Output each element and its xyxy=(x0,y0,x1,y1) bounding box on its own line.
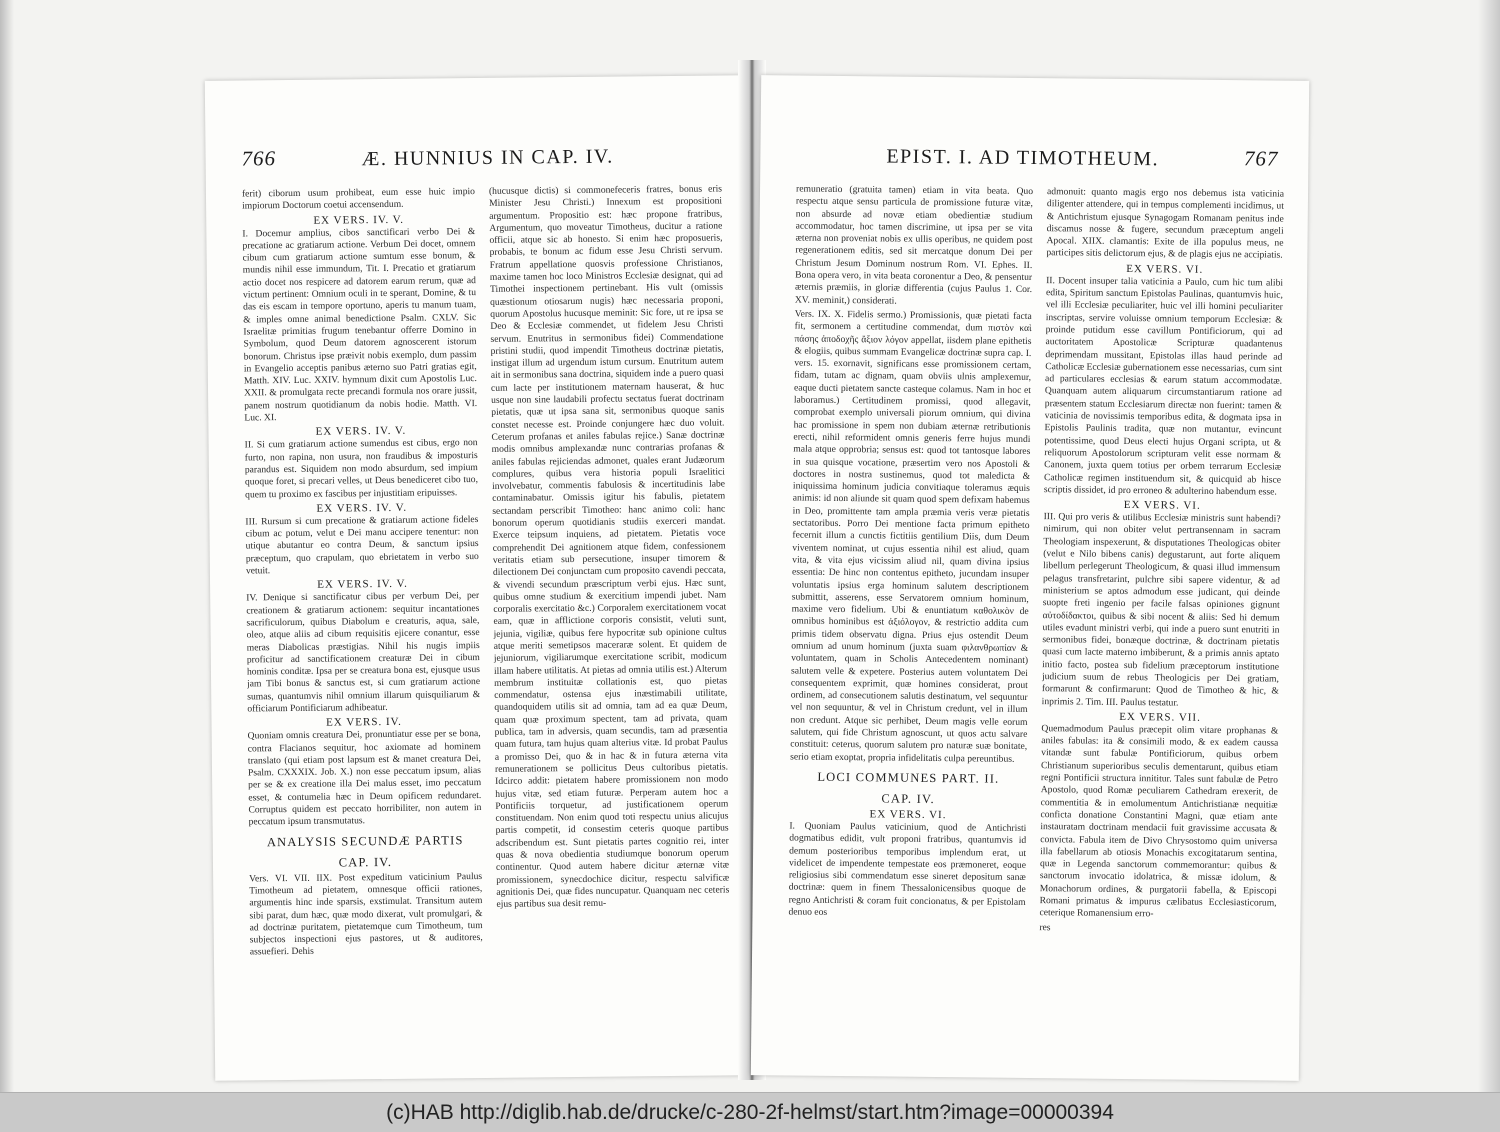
page-number: 766 xyxy=(241,146,277,171)
paragraph: Vers. VI. VII. IIX. Post expeditum vaticinium Paulus Timotheum ad pietatem, omnesque officii rationes, argumentis hinc inde sparsis, exstimulat. Transitum autem sibi parat, dum hæc, quæ modo dixerat, vult promulgari, & ad doctrinæ puritatem, pietatemque cum Timotheum, tum subjectos inspectioni ejus pastores, ut & auditores, assuefieri. Dehis xyxy=(249,870,483,958)
left-column-2 xyxy=(489,183,731,1065)
section-heading: CAP. IV. xyxy=(338,854,393,870)
section-heading: EX VERS. IV. V. xyxy=(316,501,408,515)
section-heading: EX VERS. VII. xyxy=(1119,710,1201,724)
paragraph: I. Docemur amplius, cibos sanctificari verbo Dei & precatione ac gratiarum actione. Verbum Dei docet, omnem cibum cum gratiarum actione sumtum esse bonum, & mundis nihil esse immundum, Tit. I. Precatio et gratiarum actio docet nos respicere ad datorem earum rerum, quæ ad victum pertinent: Omnium oculi in te sperant, Domine, & tu das eis escam in tempore oportuno, aperis tu manum tuam, & imples omne animal benedictione Psalm. CXLV. Sic Israelitæ primitias frugum tenebantur offerre Domino in Symbolum, quod Deum datorem agnoscerent istorum bonorum. Christus ipse præivit nobis exemplo, dum passim in Evangelio acceptis panibus æterno suo Patri gratias egit, Matth. XIV. Luc. XXIV. hymnum dixit cum Apostolis Luc. XXII. & promulgata recte precandi formula nos orare jussit, panem nostrum quotidianum da nobis hodie. Matth. VI. Luc. XI. xyxy=(242,225,478,424)
paragraph: remuneratio (gratuita tamen) etiam in vita beata. Quo respectu atque sensu particula de promissione futuræ vitæ, non absurde ad novæ etiam obedientiæ studium accommodatur, hoc tamen discrimine, ut ipsa per se vita æterna non proveniat nobis ex ullis operibus, ne quidem post regenerationem editis, sed sit mercatque donum Dei per Christum Jesum Dominum nostrum Rom. VI. Ephes. II. Bona opera vero, in vita beata coronentur a Deo, & pensentur æternis præmiis, in gloriæ differentia (cujus Paulus 1. Cor. XV. meminit,) considerati. xyxy=(794,183,1034,307)
right-column-2 xyxy=(1038,186,1284,1068)
section-heading: ANALYSIS SECUNDÆ PARTIS xyxy=(266,832,464,849)
section-heading: LOCI COMMUNES PART. II. xyxy=(817,769,1000,786)
running-title: EPIST. I. AD TIMOTHEUM. xyxy=(886,145,1160,171)
left-page-columns xyxy=(242,183,731,1068)
paragraph: ferit) ciborum usum prohibeat, eum esse huic impio impiorum Doctorum coetui accensendum. xyxy=(241,186,476,212)
paragraph: III. Qui pro veris & utilibus Ecclesiæ ministris sunt habendi? nimirum, qui non obiter velut pertransennam in sacram Theologiam inspexerunt, & disputationes Theologicas obiter (velut e Nilo bibens canis) degustarunt, aut forte aliquem libellum perlegerunt Theologicum, & quasi illud immensum pelagus transfretarint, pulchre sibi sapere videntur, & ad ministerium se aptos admodum esse judicant, qui deinde suopte freti ingenio per facile falsas opiniones gignunt αὐτοδίδακτοι, quibus & sibi nocent & aliis: Sed hi demum utiles evadunt ministri verbi, qui inde a puero sunt enutriti in sermonibus fidei, bonæque doctrinæ, & doctrinam pietatis quasi cum lacte materno imbiberunt, & a primis annis aptato initio facto, postea sub fidelium præceptorum institutione judicium suum de rebus Theologicis per Dei gratiam, formarunt & confirmarunt: Quod de Timotheo & hic, & inprimis 2. Tim. III. Paulus testatur. xyxy=(1041,511,1281,709)
right-page-columns xyxy=(787,184,1284,1069)
left-page xyxy=(205,75,755,1081)
section-heading: EX VERS. IV. V. xyxy=(313,213,405,227)
book-edge-left xyxy=(0,0,14,1092)
left-running-head xyxy=(241,142,715,181)
paragraph: res xyxy=(1039,921,1051,933)
paragraph: Quemadmodum Paulus præcepit olim vitare prophanas & aniles fabulas: ita & consimili modo, & ex eadem caussa vitandæ sunt fabulæ Pontificiorum, quibus orbem Christianum superioribus seculis dementarunt, quibus etiam regni Pontificii structura innititur. Tales sunt fabulæ de Petro Apostolo, quod Romæ peculiarem Cathedram erexerit, de commentitia & in emolumentum Antichristianæ nequitiæ conficta donatione Constantini Magni, quæ etiam ante instauratam doctrinam mendacii fuit gravissime accusata & convicta. Fabula item de Divo Chrysostomo quim universa illa fabellarum ab otiosis Monachis excogitatarum sentina, quæ in Legenda sanctorum commemorantur: quibus & sanctorum invocatio idolatrica, & missæ idolum, & Monachorum ordines, & purgatorii fabella, & Episcopi Romani primatus & impurus cælibatus Ecclesiasticorum, ceterique Romanensium erro- xyxy=(1039,723,1279,920)
page-number: 767 xyxy=(1243,146,1279,171)
section-heading: CAP. IV. xyxy=(881,791,935,806)
section-heading: EX VERS. IV. xyxy=(326,716,402,729)
section-heading: EX VERS. VI. xyxy=(1126,262,1204,276)
section-heading: EX VERS. VI. xyxy=(869,808,947,822)
right-running-head xyxy=(796,142,1278,181)
book-edge-right xyxy=(1478,0,1500,1092)
paragraph: Quoniam omnis creatura Dei, pronuntiatur esse per se bona, contra Flacianos sequitur, hoc axiomate ad hominem translato (qui etiam post lapsum est & manet creatura Dei, Psalm. CXXXIX. Job. X.) non esse peccatum ipsum, alias per se & ex creatione illa Dei malus esset, imo peccatum esset, & contumelia hæc in Deum opificem redundaret. Corruptus quidem est peccato horribiliter, non autem in peccatum ipsum transmutatus. xyxy=(247,728,482,828)
paragraph: II. Docent insuper talia vaticinia a Paulo, cum hic tum alibi edita, Spiritum sanctum Epistolas Paulinas, quantumvis huic, vel illi Ecclesiæ peculiariter, huic vel illi homini peculiariter inscriptas, servire voluisse omnium temporum Ecclesiæ: & proinde putidum esse cavillum Pontificiorum, qui ad auctoritatem Apostolicæ Scripturæ quadantenus deprimendam mussitant, Epistolas illas haud perinde ad Catholicæ Ecclesiæ gubernationem esse necessarias, cum sint ad particulares ecclesias & earum statum accommodatæ. Quanquam autem aliquarum circumstantiarum ratione ad præsentem statum Ecclesiarum directæ non fuerint: tamen & vaticinia de novissimis temporibus edita, & dogmata ipsa in Epistolis Paulinis tradita, quæ non mutantur, evincunt potentissime, quod Deus electi hujus Organi scripta, ut & reliquorum Apostolorum scripturam velit esse normam & Canonem, juxta quem totius per orbem terrarum Ecclesiæ Catholicæ regimen instituendum sit, & quicquid ab hisce scriptis dissidet, id pro erroneo & adulterino habendum esse. xyxy=(1043,274,1284,498)
running-title: Æ. HUNNIUS IN CAP. IV. xyxy=(361,145,614,171)
right-page xyxy=(751,75,1309,1081)
paragraph: I. Quoniam Paulus vaticinium, quod de Antichristi dogmatibus edidit, vult proponi fratribus, quantumvis id demum posterioribus temporibus implendum erat, ut videlicet de impendente tempestate eos præmoneret, eoque religiosius sibi commendatum esse sineret depositum sanæ doctrinæ: quem in finem Thessalonicensibus quoque de regno Antichristi & coram fuit concionatus, & per Epistolam denuo eos xyxy=(788,820,1027,918)
paragraph: II. Si cum gratiarum actione sumendus est cibus, ergo non furto, non rapina, non usura, non fraudibus & imposturis parandus est. Siquidem non modo absurdum, sed impium quoque foret, si precari velles, ut Deus benediceret cibo tuo, quem tu proximo ex fascibus per injustitiam eripuisses. xyxy=(244,437,479,500)
paragraph: (hucusque dictis) si commonefeceris fratres, bonus eris Minister Jesu Christi.) Innexum est propositioni argumentum. Propositio est: hæc propone fratribus, Argumentum, quo moveatur Timotheus, ducitur a ratione officii, atque sic ab honesto. Si enim hæc proposueris, probabis, te bonum ac fidum esse Jesu Christi servum. Fratrum appellatione quosvis professione Christianos, maxime tamen hoc loco Ministros Ecclesiæ designat, qui ad Timothei inspectionem pertinebant. His vult (omissis quæstionum otiosarum nugis) hæc necessaria proponi, quorum Apostolus hucusque meminit: Sic fore, ut re ipsa se Deo & Ecclesiæ commendet, ut fidelem Jesu Christi servum. Enutritus in sermonibus fidei) Commendatione pristini studii, quod impendit Timotheus doctrinæ pietatis, instigat illum ad urgendum istum cursum. Enutritum autem ait in sermonibus sana doctrina, siquidem inde a puero quasi cum lacte per institutionem maternam hauserat, & huc usque non sine laudabili profectu sectatus fuerat doctrinam pietatis, quæ ut ipsa sana sit, sermonibus quoque sanis constet necesse est. Proinde conjungere hæc duo voluit. Ceterum profanas et aniles fabulas rejice.) Sanæ doctrinæ modis omnibus amplexandæ nunc contrarias profanas & aniles fabulas rejiciendas admonet, quales erant Judæorum complures, quibus vera historia populi Israelitici involvebatur, commentis fabulosis & incertitudinis labe contaminabatur. Omissis igitur his fabulis, pietatem sectandam perscribit Timotheo: hanc animo coli: hanc bonorum operum quotidianis studiis exerceri mandat. Exerce teipsum inquiens, ad pietatem. Pietatis voce comprehendit Dei agnitionem atque fidem, confessionem veritatis etiam sub persecutione, insuper timorem & dilectionem Dei conjunctam cum proposito cavendi peccata, & vivendi secundum præscriptum verbi ejus. Hæc sunt, quibus omne studium & exercitium impendi jubet. Nam corporalis exercitatio &c.) Corporalem exercitationem vocat eam, quæ in afflictione corporis consistit, veluti sunt, jejunia, vigiliæ, quibus fere hypocritæ sub opinione cultus atque meriti semetipsos maceraræ solent. Et quidem de jejuniorum, vigiliarumque exercitatione scribit, modicum illam habere utilitatis. At pietas ad omnia utilis est.) Alterum membrum instituitæ collationis est, quo pietas commendatur, ostensa ejus inæstimabili utilitate, quandoquidem utilis sit ad omnia, tam ad ea quæ Deum, quam quæ proximum spectent, tam ad privata, quam publica, tam in adversis, quam secundis, tam ad præsentia quam futura, tam hujus quam alterius vitæ. Id probat Paulus a promisso Dei, quo & in hac & in futura æterna vita remunerationem se pollicitus Deus cultoribus pietatis. Idcirco addit: pietatem habere promissionem non modo hujus vitæ, sed etiam futuræ. Perperam autem hoc a Pontificiis torquetur, ad justificationem operum constituendam. Non enim quod toti respectu unius alicujus partis competit, id consestim ceteris quoque partibus adscribendum est. Sunt pietatis partes cognitio rei, inter quas & nova obedientia studiumque bonorum operum continentur. Quod autem habere dicitur æternæ vitæ promissionem, synecdochice dicitur, respectu salvificæ agnitionis Dei, quæ fides nuncupatur. Quanquam nec ceteris ejus partibus sua desit remu- xyxy=(488,183,730,911)
section-heading: EX VERS. VI. xyxy=(1123,499,1201,512)
paragraph: admonuit: quanto magis ergo nos debemus ista vaticinia diligenter attendere, qui in tempus complementi incidimus, ut & Antichristum ejusque Synagogam Romanam penitus inde discamus nosse & fugere, secundum præceptum angeli Apocal. XIIX. clamantis: Exite de illa populus meus, ne participes sitis delictorum ejus, & de plagis ejus ne accipiatis. xyxy=(1046,186,1285,262)
paragraph: IV. Denique si sanctificatur cibus per verbum Dei, per creationem & gratiarum actionem: sequitur incantationes sacrificulorum, quibus Diabolum e creaturis, aqua, sale, oleo, atque aliis ad cibum requisitis ejicere conantur, esse meras Diabolicas præstigias. Nihil his nugis impiis proficitur ad sanctificationem creaturæ Dei in cibum hominis conditæ. Ipsa per se creatura bona est, ejusque usus jam Tibi bonus & sanctus est, si cum gratiarum actione sumas, quantumvis nihil omnium illarum quisquiliarum & officiarum Pontificiarum adhibeatur. xyxy=(246,590,481,715)
left-column-1 xyxy=(242,186,484,1068)
section-heading: EX VERS. IV. V. xyxy=(317,578,408,592)
source-url-text: (c)HAB http://diglib.hab.de/drucke/c-280-2f-helmst/start.htm?image=00000394 xyxy=(386,1100,1114,1124)
paragraph: Vers. IX. X. Fidelis sermo.) Promissionis, quæ pietati facta fit, sermonem a certitudine commendat, dum πιστὸν καὶ πάσης ἀποδοχῆς ἄξιον λόγον appellat, iisdem plane epithetis & elogiis, quibus summam Evangelicæ doctrinæ supra cap. I. vers. 15. exornavit, significans esse promissionem certam, fidam, tutam ac dignam, quam obviis ulnis amplexemur, eaque ducti pietatem sancte casteque colamus. Nam in hoc et laboramus.) Certitudinem promissi, quod allegavit, comprobat exemplo universali piorum omnium, qui divina hac promissione in spem non dubiam æternæ retributionis erecti, nihil reformident omnis generis ferre hujus mundi mala atque opprobria; sensus est: quod tot tantosque labores in sua quisque vocatione, præsertim vero nos Apostoli & doctores in nostra sustinemus, quod tot maledicta & iniquissima hominum judicia convitiaque toleramus æquis animis: id non aliunde sit quam quod spem defixam habemus in Deo, promittente tam ampla præmia veris veræ pietatis sectatoribus. Porro Dei mentione facta primum epitheto fecernit illum a cunctis fictitiis gentilium Diis, dum Deum viventem nominat, ut cujus essentia nihil est aliud, quam vita, & vita ejus vicissim aliud nil, quam divina ipsius essentia: De hinc non contentus epitheto, jucundam insuper voluntatis ipsius erga hominum salutem descriptionem submittit, asserens, esse Servatorem omnium hominum, maxime vero fidelium. Ubi & enuntiatum καθολικὸν de omnibus hominibus est ἀξιόλογον, & restrictio addita cum primis tidem observatu digna. Prius ejus ostendit Deum omnium ad unum hominum (juxta suam φιλανθρωπίαν & voluntatem, quam in Scholis Antecedentem nominant) salutem velle & expetere. Posterius autem voluntatem Dei consequentem exprimit, quæ homines considerat, prout ordinem, ad consecutionem salutis destinatum, vel sequuntur vel non sequuntur, & vel in Christum credunt, vel in illum non credunt. Atque sic perhibet, Deum magis velle eorum salutem, qui fide Christum agnoscunt, ut quos actu salvare constituit: ceterus, quorum salutem pro naturæ suæ bonitate, serio etiam exoptat, propria infidelitatis culpa pereuntibus. xyxy=(790,308,1032,765)
paragraph: III. Rursum si cum precatione & gratiarum actione fideles cibum ac potum, velut e Dei manu accipere tenentur: non utique abutantur eo contra Deum, & sanctum ipsius præceptum, quo crapulam, quo ebrietatem in verbo suo vetuit. xyxy=(245,513,479,577)
section-heading: EX VERS. IV. V. xyxy=(315,425,407,439)
source-footer xyxy=(0,1092,1500,1132)
right-column-1 xyxy=(787,184,1033,1066)
